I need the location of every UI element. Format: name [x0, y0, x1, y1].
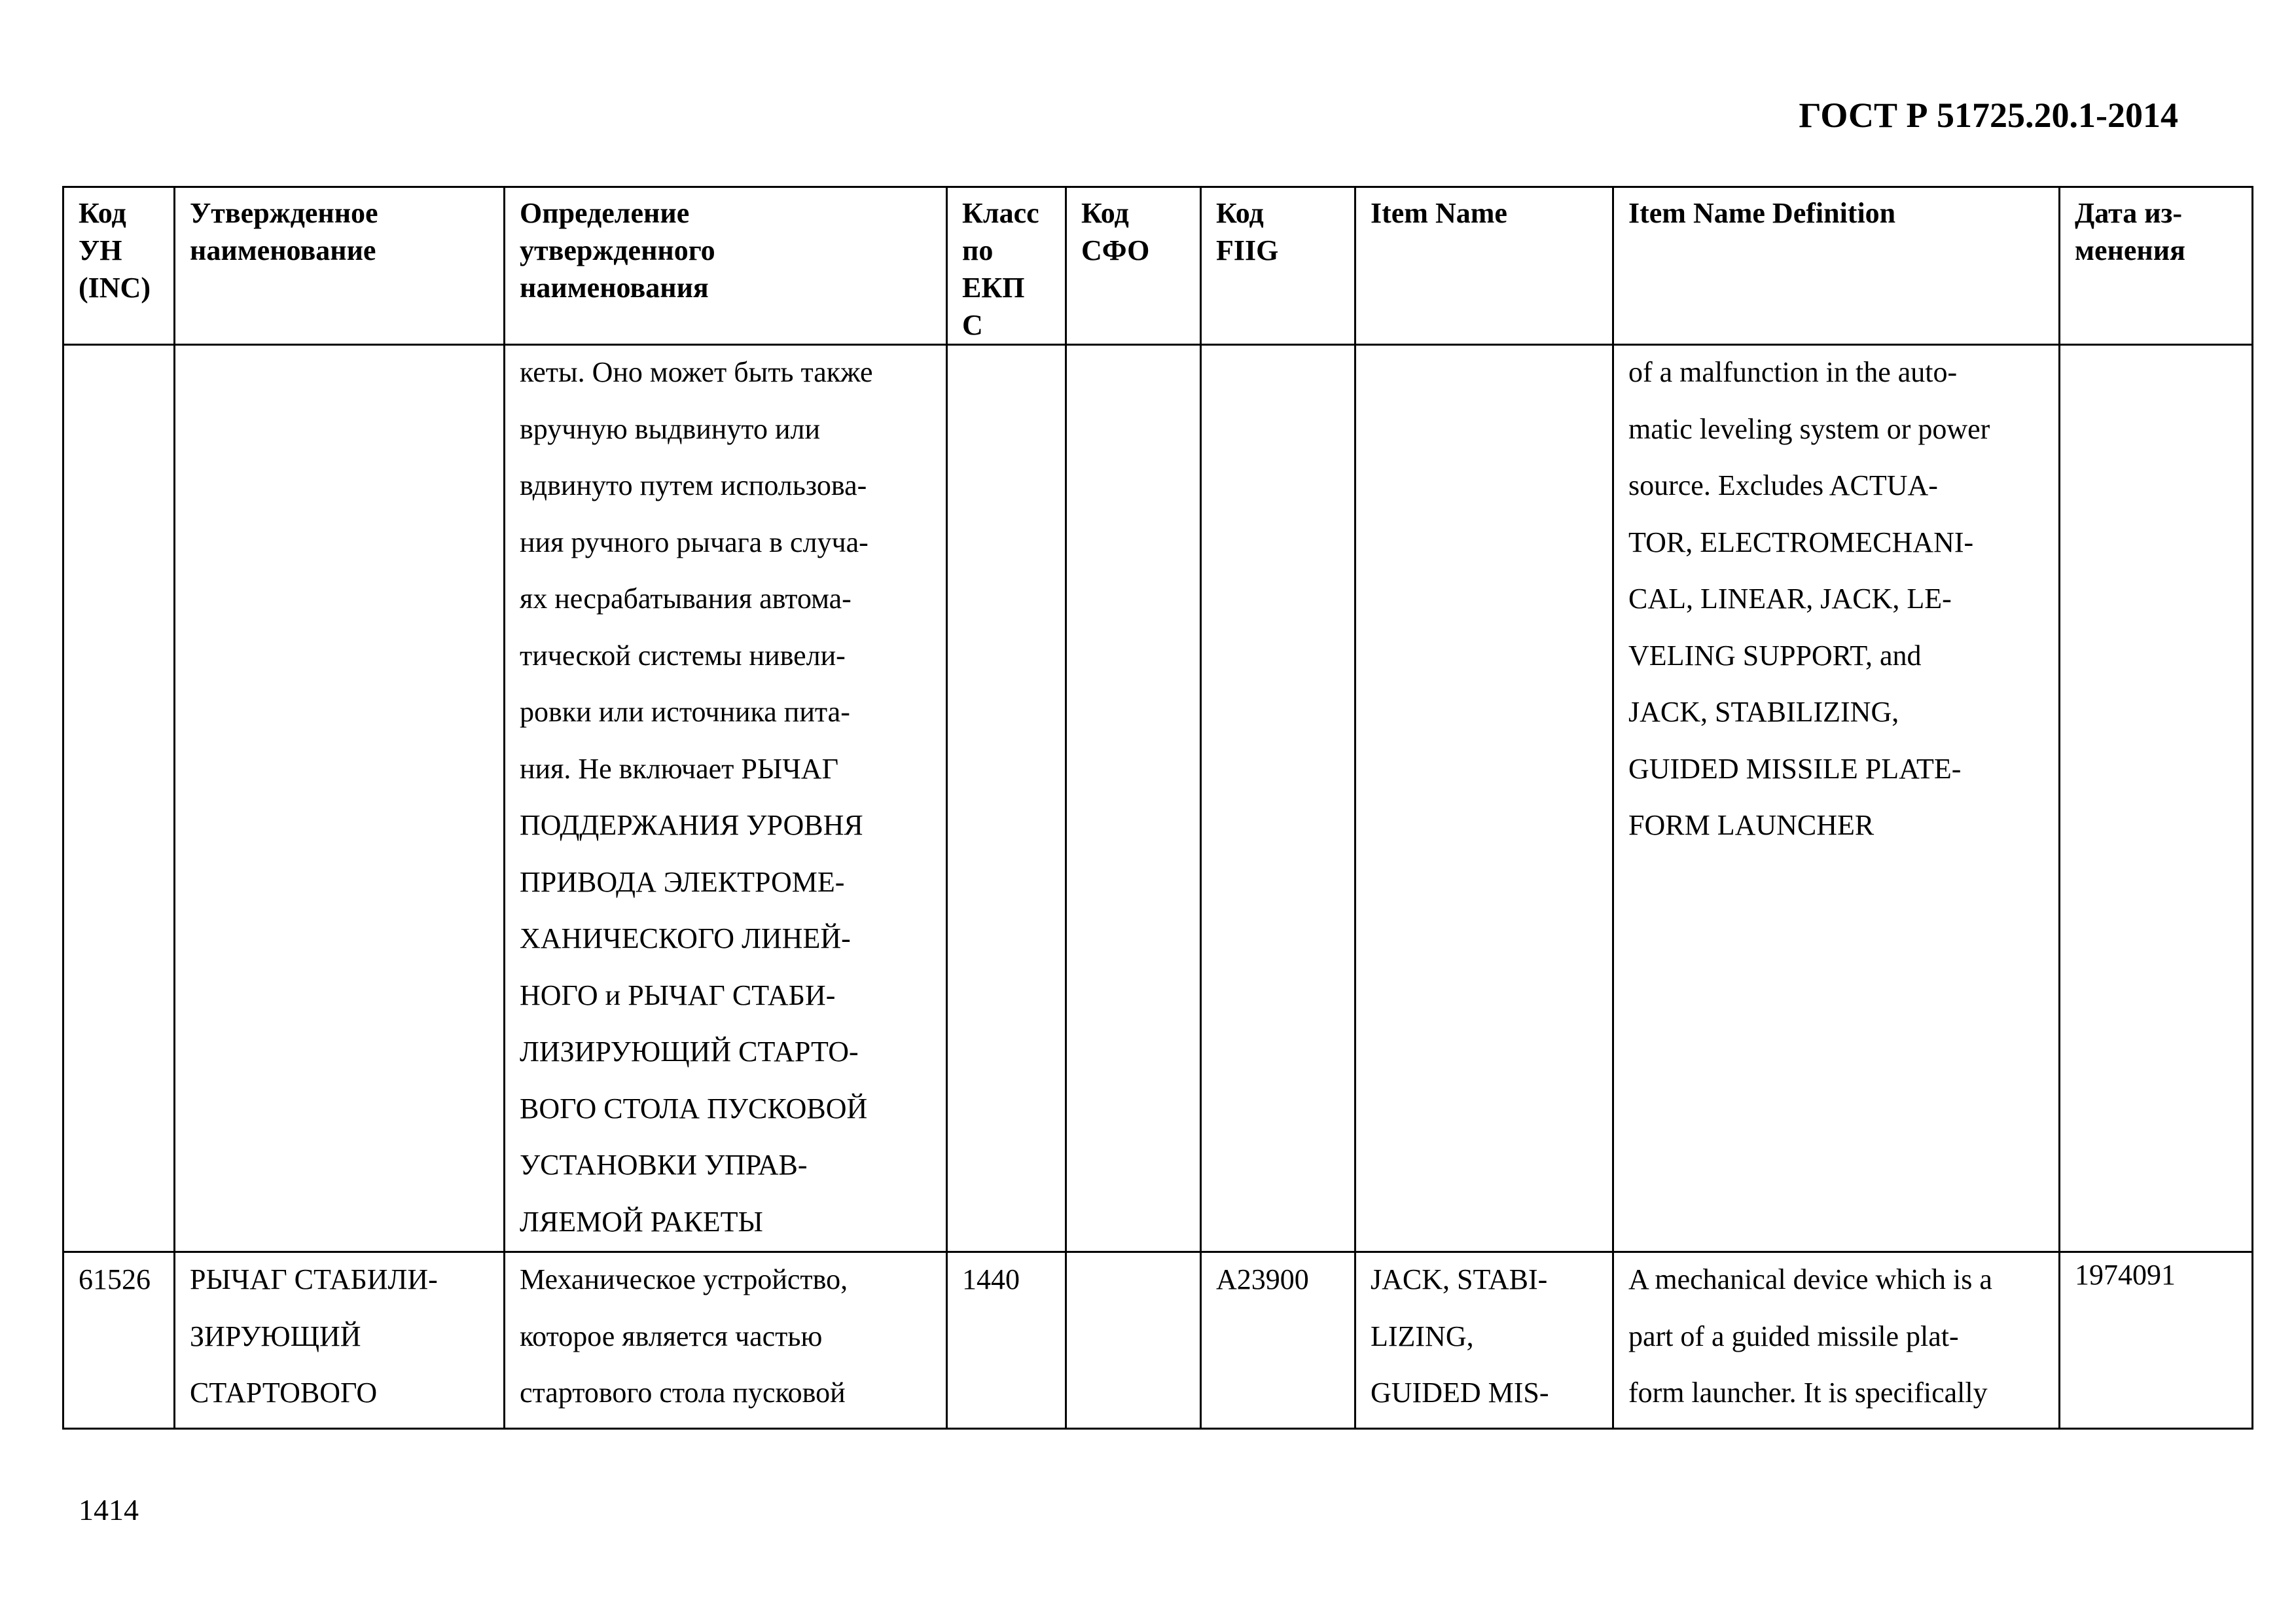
cell-sfo	[1066, 1252, 1201, 1429]
cell-fiig	[1201, 345, 1355, 1252]
cell-approved-name: РЫЧАГ СТАБИЛИ- ЗИРУЮЩИЙ СТАРТОВОГО	[175, 1252, 505, 1429]
cell-item-name: JACK, STABI- LIZING, GUIDED MIS-	[1355, 1252, 1613, 1429]
cell-date	[2060, 345, 2253, 1252]
cell-item-definition: of a malfunction in the auto- matic leveling system or power source. Excludes ACTUA- TOR, ELECTROMECHANI- CAL, LINEAR, JACK, LE- VELING SUPPORT, and JACK, STABILIZING, GUIDED MISSILE PLATE- FORM LAUNCHER	[1613, 345, 2060, 1252]
cell-approved-name	[175, 345, 505, 1252]
column-header-approved-name: Утвержденное наименование	[175, 187, 505, 345]
cell-inc	[63, 345, 175, 1252]
table-row	[63, 345, 2253, 1252]
cell-sfo	[1066, 345, 1201, 1252]
column-header-class: Класс по ЕКП С	[947, 187, 1066, 345]
cell-definition: Механическое устройство, которое является частью стартового стола пусковой	[505, 1252, 947, 1429]
cell-class	[947, 345, 1066, 1252]
column-header-date: Дата из- менения	[2060, 187, 2253, 345]
column-header-fiig: Код FIIG	[1201, 187, 1355, 345]
nomenclature-table	[62, 186, 2253, 1430]
cell-definition: кеты. Оно может быть также вручную выдвинуто или вдвинуто путем использова- ния ручного рычага в случа- ях несрабатывания автома- тической системы нивели- ровки или источника пита- ния. Не включает РЫЧАГ ПОДДЕРЖАНИЯ УРОВНЯ ПРИВОДА ЭЛЕКТРОМЕ- ХАНИЧЕСКОГО ЛИНЕЙ- НОГО и РЫЧАГ СТАБИ- ЛИЗИРУЮЩИЙ СТАРТО- ВОГО СТОЛА ПУСКОВОЙ УСТАНОВКИ УПРАВ- ЛЯЕМОЙ РАКЕТЫ	[505, 345, 947, 1252]
cell-item-name	[1355, 345, 1613, 1252]
page-header-standard-code: ГОСТ Р 51725.20.1-2014	[1799, 96, 2178, 135]
column-header-item-definition: Item Name Definition	[1613, 187, 2060, 345]
column-header-definition: Определение утвержденного наименования	[505, 187, 947, 345]
page-number: 1414	[79, 1493, 139, 1526]
table-header-row	[63, 187, 2253, 345]
column-header-sfo: Код СФО	[1066, 187, 1201, 345]
cell-item-definition: A mechanical device which is a part of a guided missile plat- form launcher. It is specifically	[1613, 1252, 2060, 1429]
cell-fiig: A23900	[1201, 1252, 1355, 1429]
table-row	[63, 1252, 2253, 1429]
cell-date: 1974091	[2060, 1252, 2253, 1429]
column-header-inc: Код УН (INC)	[63, 187, 175, 345]
cell-class: 1440	[947, 1252, 1066, 1429]
column-header-item-name: Item Name	[1355, 187, 1613, 345]
cell-inc: 61526	[63, 1252, 175, 1429]
